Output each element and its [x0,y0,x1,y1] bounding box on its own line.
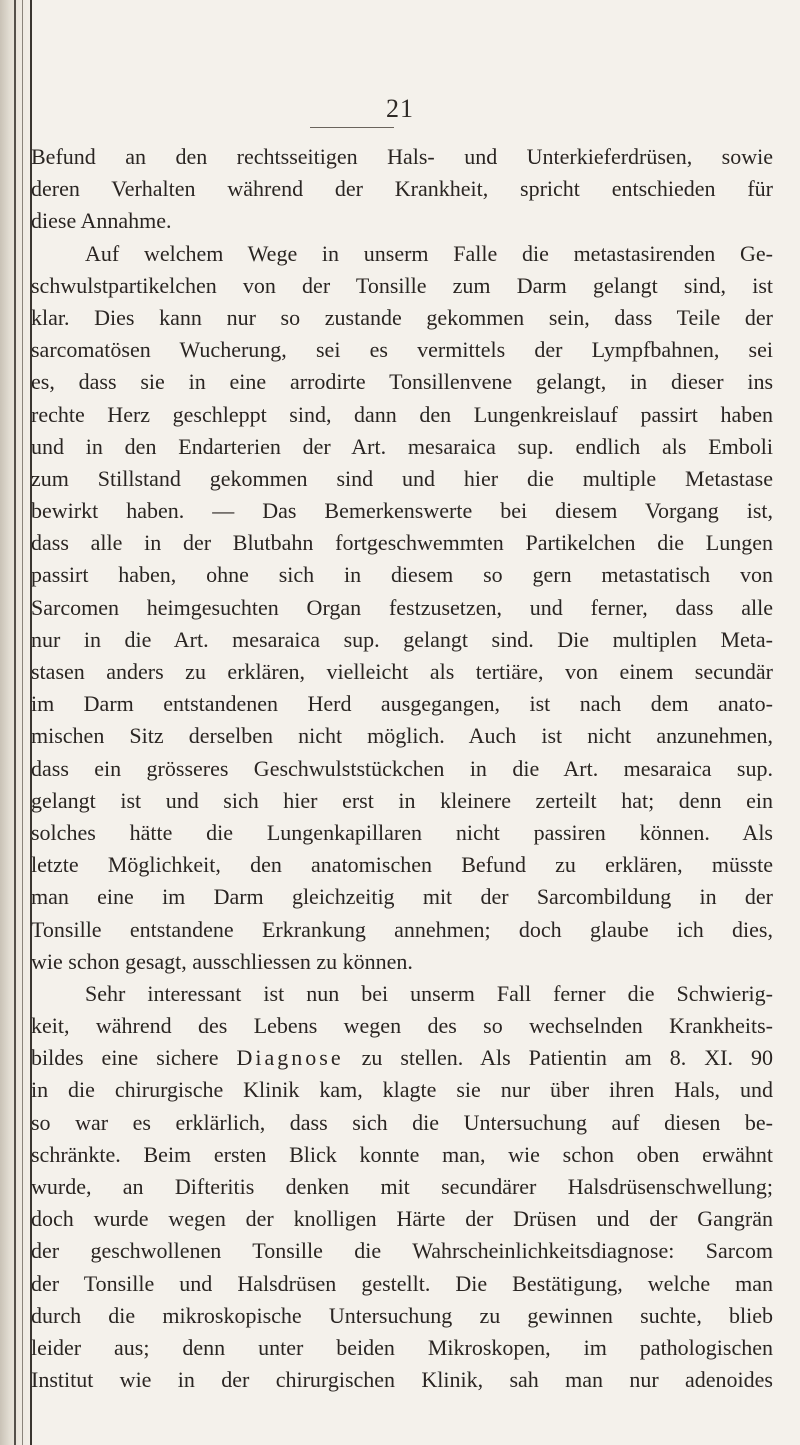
text-line: Institut wie in der chirurgischen Klinik, sah man nur adenoides [31,1367,773,1393]
text-line: rechte Herz geschleppt sind, dann den Lungenkreislauf passirt haben [31,401,773,427]
text-line: Sehr interessant ist nun bei unserm Fall ferner die Schwierig- [85,980,773,1006]
text-line: Auf welchem Wege in unserm Falle die metastasirenden Ge- [85,240,773,266]
text-line: der Tonsille und Halsdrüsen gestellt. Die Bestätigung, welche man [31,1270,773,1296]
text-line: Tonsille entstandene Erkrankung annehmen; doch glaube ich dies, [31,916,773,942]
text-line: so war es erklärlich, dass sich die Untersuchung auf diesen be- [31,1109,773,1135]
text-line: dass alle in der Blutbahn fortgeschwemmten Partikelchen die Lungen [31,530,773,556]
text-line: letzte Möglichkeit, den anatomischen Befund zu erklären, müsste [31,852,773,878]
text-line: Sarcomen heimgesuchten Organ festzusetzen, und ferner, dass alle [31,594,773,620]
text-line: Befund an den rechtsseitigen Hals- und Unterkieferdrüsen, sowie [31,144,773,169]
page-number-rule [310,127,394,128]
text-line: durch die mikroskopische Untersuchung zu gewinnen suchte, blieb [31,1302,773,1328]
text-line: deren Verhalten während der Krankheit, spricht entschieden für [31,176,773,202]
binding-shadow-line [14,0,16,1445]
text-line: der geschwollenen Tonsille die Wahrscheinlichkeitsdiagnose: Sarcom [31,1238,773,1264]
text-line: passirt haben, ohne sich in diesem so gern metastatisch von [31,562,773,588]
emphasized-word: Diagnose [236,1045,344,1071]
text-line: gelangt ist und sich hier erst in kleinere zerteilt hat; denn ein [31,787,773,813]
text-line: klar. Dies kann nur so zustande gekommen sein, dass Teile der [31,304,773,330]
text-line: diese Annahme. [31,208,172,234]
text-line: schränkte. Beim ersten Blick konnte man, wie schon oben erwähnt [31,1141,773,1167]
text-line: doch wurde wegen der knolligen Härte der Drüsen und der Gangrän [31,1206,773,1232]
text-line: und in den Endarterien der Art. mesaraica sup. endlich als Emboli [31,433,773,459]
text-line: keit, während des Lebens wegen des so wechselnden Krankheits- [31,1013,773,1039]
text-line: zum Stillstand gekommen sind und hier die multiple Metastase [31,465,773,491]
text-line: sarcomatösen Wucherung, sei es vermittels der Lympfbahnen, sei [31,337,773,363]
text-line: mischen Sitz derselben nicht möglich. Auch ist nicht anzunehmen, [31,723,773,749]
text-line: schwulstpartikelchen von der Tonsille zum Darm gelangt sind, ist [31,272,773,298]
text-line: man eine im Darm gleichzeitig mit der Sarcombildung in der [31,884,773,910]
text-line: wurde, an Difteritis denken mit secundärer Halsdrüsenschwellung; [31,1174,773,1199]
text-line: wie schon gesagt, ausschliessen zu können. [31,948,413,974]
text-line: leider aus; denn unter beiden Mikroskopen, im pathologischen [31,1334,773,1360]
text-line: in die chirurgische Klinik kam, klagte sie nur über ihren Hals, und [31,1077,773,1103]
text-line: nur in die Art. mesaraica sup. gelangt sind. Die multiplen Meta- [31,626,773,652]
page-number: 21 [386,94,414,123]
text-line: bildes eine sichere Diagnose zu stellen. Als Patientin am 8. XI. 90 [31,1045,773,1071]
text-line: bewirkt haben. — Das Bemerkenswerte bei diesem Vorgang ist, [31,498,773,524]
text-line: solches hätte die Lungenkapillaren nicht passiren können. Als [31,819,773,845]
body-text [31,141,773,1396]
book-binding-edge [0,0,34,1445]
binding-shadow-line [22,0,23,1445]
text-line: dass ein grösseres Geschwulststückchen in die Art. mesaraica sup. [31,755,773,781]
text-line: es, dass sie in eine arrodirte Tonsillenvene gelangt, in dieser ins [31,369,773,395]
text-line: im Darm entstandenen Herd ausgegangen, ist nach dem anato- [31,691,773,717]
text-line: stasen anders zu erklären, vielleicht als tertiäre, von einem secundär [31,659,773,684]
